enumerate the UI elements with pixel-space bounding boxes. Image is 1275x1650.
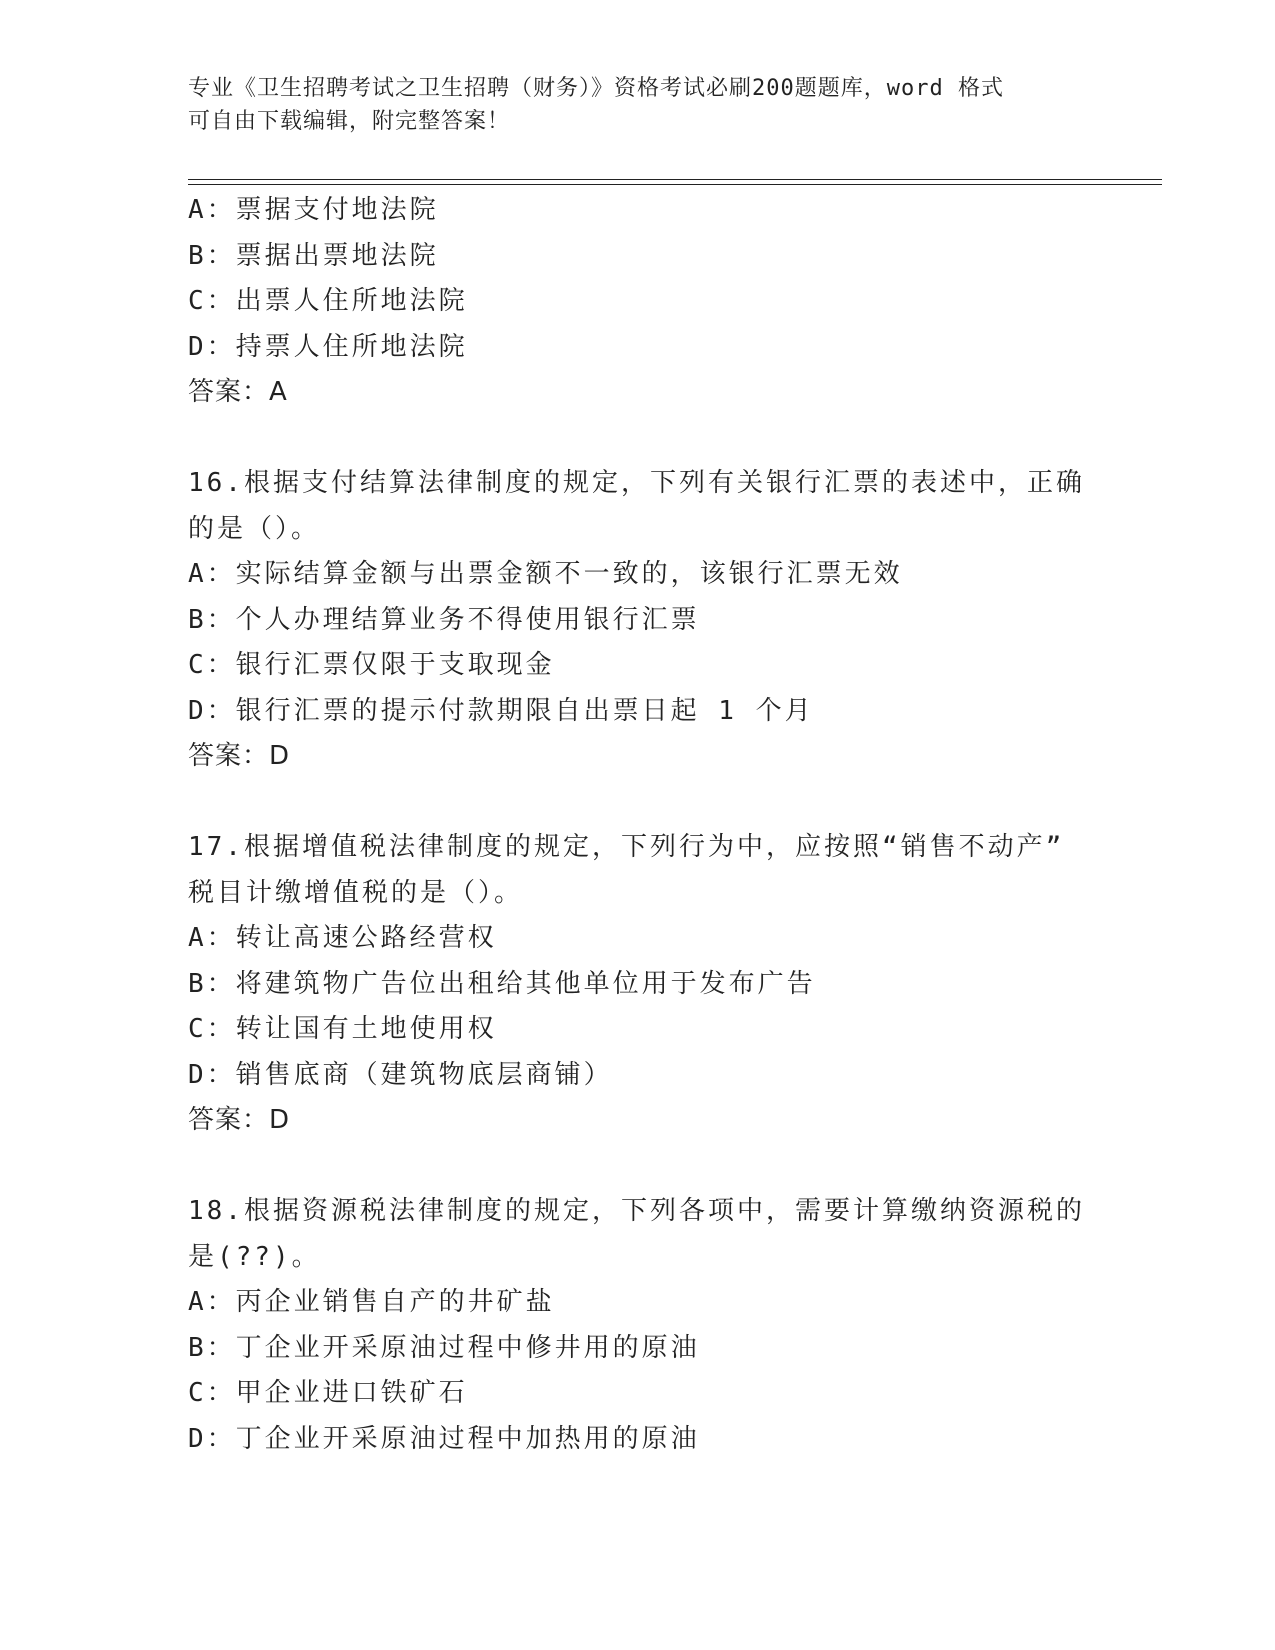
question-stem-line: 是(??)。 [188, 1241, 321, 1272]
question-stem-line: 18.根据资源税法律制度的规定，下列各项中，需要计算缴纳资源税的 [188, 1196, 1085, 1226]
option-b: B：将建筑物广告位出租给其他单位用于发布广告 [188, 968, 816, 999]
answer-line: 答案：A [188, 377, 288, 407]
question-stem-line: 16.根据支付结算法律制度的规定，下列有关银行汇票的表述中，正确 [188, 468, 1085, 498]
option-d: D：丁企业开采原油过程中加热用的原油 [188, 1423, 700, 1454]
option-a: A：票据支付地法院 [188, 195, 439, 225]
question-stem-line: 税目计缴增值税的是（）。 [188, 877, 524, 908]
option-a: A：转让高速公路经营权 [188, 923, 497, 953]
question-stem [188, 461, 1085, 552]
option-a: A：丙企业销售自产的井矿盐 [188, 1287, 555, 1317]
option-a: A：实际结算金额与出票金额不一致的，该银行汇票无效 [188, 559, 903, 589]
option-c: C：转让国有土地使用权 [188, 1014, 497, 1044]
option-c: C：甲企业进口铁矿石 [188, 1378, 468, 1408]
option-b: B：个人办理结算业务不得使用银行汇票 [188, 604, 700, 635]
question-stem-line: 17.根据增值税法律制度的规定，下列行为中，应按照“销售不动产” [188, 832, 1065, 862]
option-d: D：银行汇票的提示付款期限自出票日起 1 个月 [188, 695, 814, 726]
question-stem [188, 825, 1078, 916]
document-header [188, 72, 1088, 138]
option-c: C：银行汇票仅限于支取现金 [188, 650, 555, 680]
option-d: D：持票人住所地法院 [188, 331, 468, 362]
spacer [188, 1144, 1088, 1190]
question-list [188, 188, 1088, 1462]
question-block-15 [188, 188, 1088, 416]
option-d: D：销售底商（建筑物底层商铺） [188, 1059, 613, 1090]
header-title-line-2: 可自由下载编辑，附完整答案！ [188, 109, 511, 134]
option-b: B：票据出票地法院 [188, 240, 439, 271]
question-stem-line: 的是（）。 [188, 513, 321, 544]
option-c: C：出票人住所地法院 [188, 286, 468, 316]
option-b: B：丁企业开采原油过程中修井用的原油 [188, 1332, 700, 1363]
question-block-17 [188, 825, 1088, 1144]
question-stem [188, 1189, 1085, 1280]
header-divider-bottom [188, 184, 1162, 185]
spacer [188, 416, 1088, 462]
answer-line: 答案：D [188, 741, 291, 771]
header-title-line-1: 专业《卫生招聘考试之卫生招聘（财务）》资格考试必刷200题题库，word 格式 [188, 76, 1004, 101]
question-block-18 [188, 1189, 1088, 1462]
header-divider-top [188, 179, 1162, 180]
spacer [188, 780, 1088, 826]
question-block-16 [188, 461, 1088, 780]
answer-line: 答案：D [188, 1105, 291, 1135]
